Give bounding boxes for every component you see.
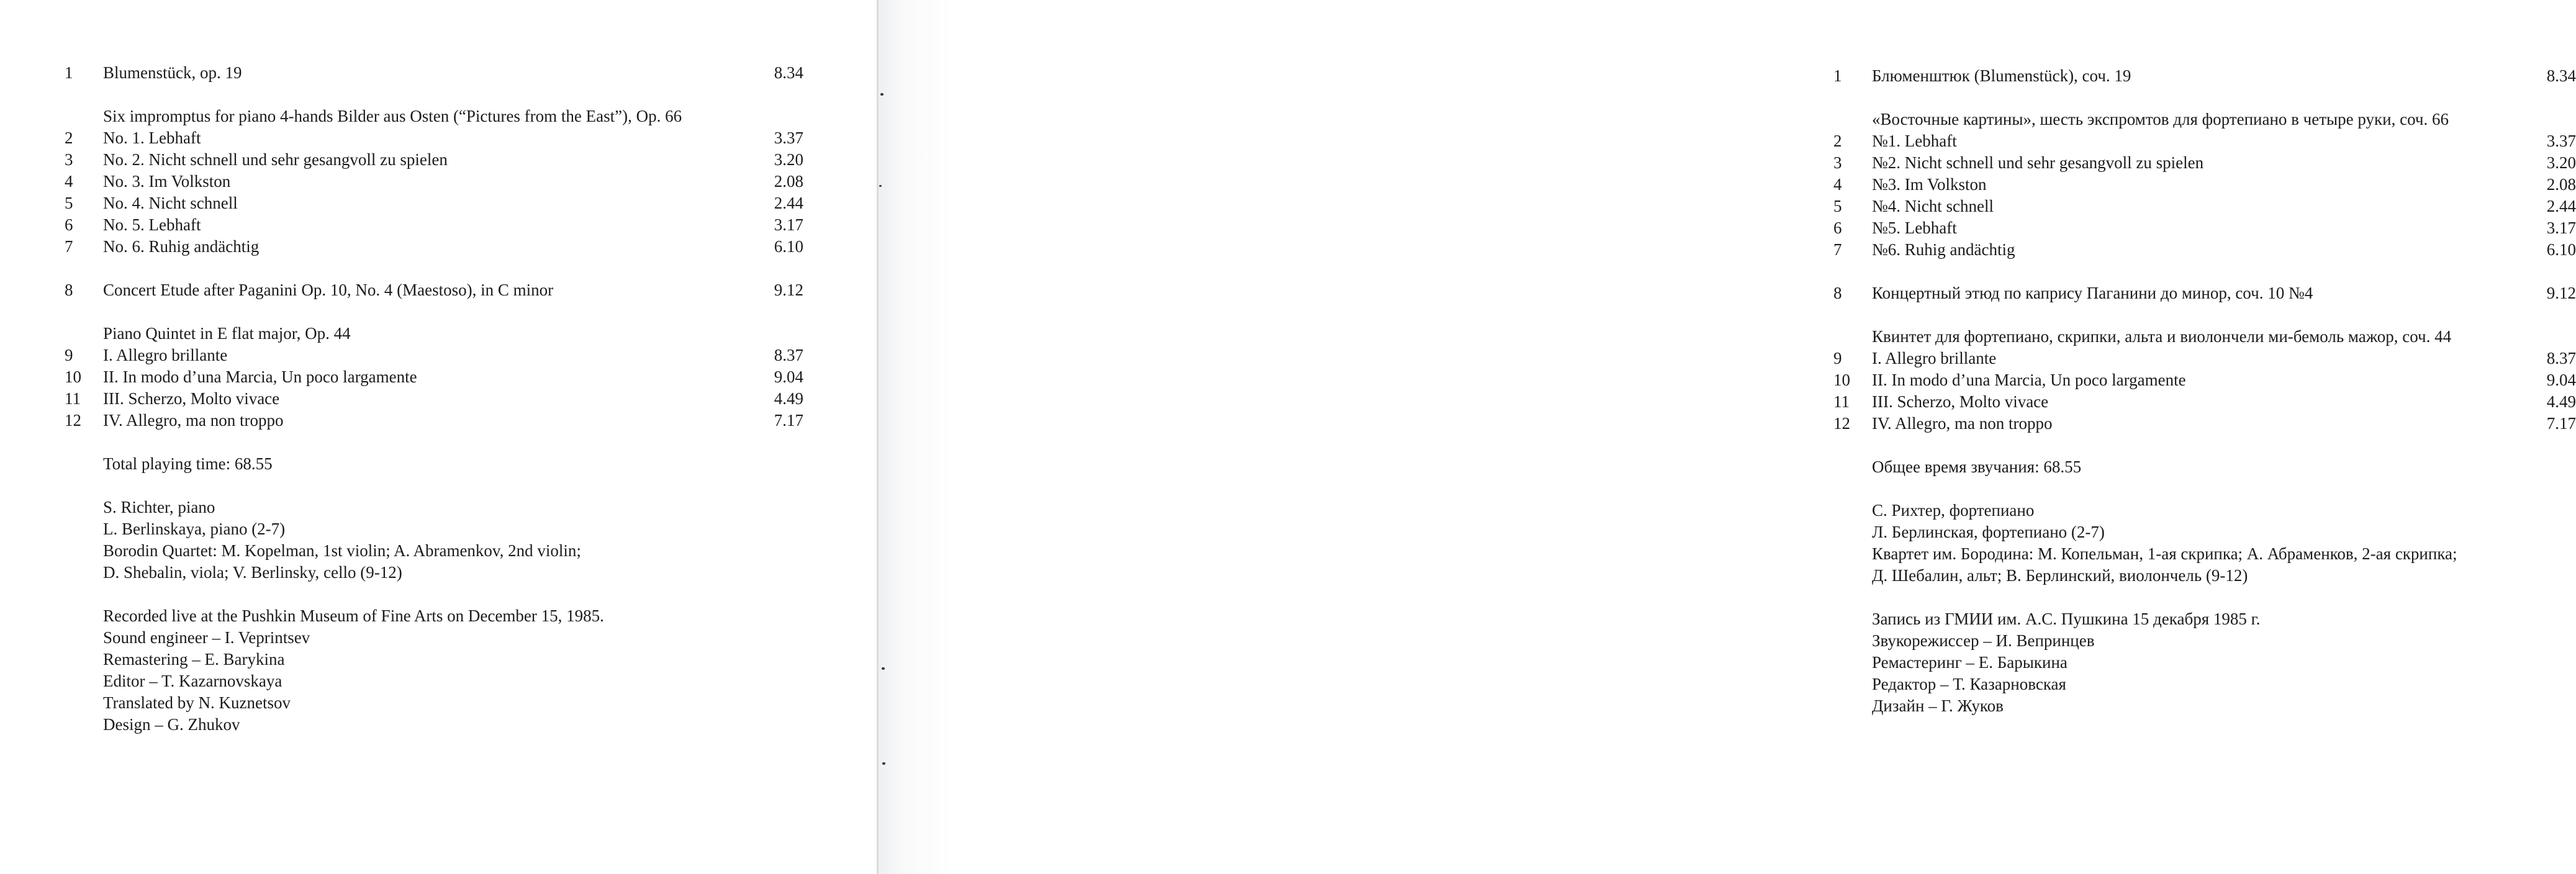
track-number: 4: [65, 172, 73, 191]
page-fold: [877, 0, 879, 874]
track-number: 1: [1833, 66, 1842, 85]
performer-line: Borodin Quartet: M. Kopelman, 1st violin; A. Abramenkov, 2nd violin;: [103, 541, 581, 560]
track-title: III. Scherzo, Molto vivace: [103, 389, 280, 408]
track-title: III. Scherzo, Molto vivace: [1872, 392, 2049, 411]
track-number: 7: [65, 237, 73, 256]
track-title: Концертный этюд по капрису Паганини до минор, соч. 10 №4: [1872, 284, 2313, 302]
track-title: IV. Allegro, ma non troppo: [103, 411, 284, 430]
track-title: II. In modo d’una Marcia, Un poco largamente: [1872, 371, 2186, 389]
track-duration: 7.17: [2546, 414, 2576, 433]
work-heading: Квинтет для фортепиано, скрипки, альта и виолончели ми-бемоль мажор, соч. 44: [1872, 327, 2452, 346]
spacer: [1833, 435, 2576, 456]
track-row: [65, 171, 803, 192]
track-number: 10: [1833, 371, 1850, 389]
track-title: IV. Allegro, ma non troppo: [1872, 414, 2053, 433]
track-duration: 6.10: [774, 237, 803, 256]
track-number: 12: [1833, 414, 1850, 433]
track-duration: 9.12: [2546, 284, 2576, 302]
credit-line: Дизайн – Г. Жуков: [1872, 696, 2004, 715]
work-heading: «Восточные картины», шесть экспромтов для фортепиано в четыре руки, соч. 66: [1872, 110, 2449, 128]
track-duration: 3.20: [2546, 153, 2576, 172]
right-page: [878, 0, 2576, 874]
performer-line: С. Рихтер, фортепиано: [1872, 501, 2035, 520]
credit-line: Design – G. Zhukov: [103, 715, 240, 734]
track-title: Блюменштюк (Blumenstück), соч. 19: [1872, 66, 2131, 85]
track-title: №2. Nicht schnell und sehr gesangvoll zu spielen: [1872, 153, 2204, 172]
track-title: No. 1. Lebhaft: [103, 128, 201, 147]
spacer: [65, 84, 803, 106]
track-row: [1833, 217, 2576, 239]
track-number: 2: [65, 128, 73, 147]
track-row: [1833, 65, 2576, 87]
track-row: [65, 214, 803, 236]
performer-line: Л. Берлинская, фортепиано (2-7): [1872, 523, 2105, 541]
track-duration: 2.44: [774, 194, 803, 212]
track-number: 7: [1833, 240, 1842, 259]
track-row: [1833, 152, 2576, 174]
total-playing-time: Общее время звучания: 68.55: [1872, 457, 2082, 476]
left-tracklist: [65, 62, 803, 736]
track-row: [65, 127, 803, 149]
spacer: [65, 583, 803, 605]
spacer: [65, 301, 803, 323]
track-duration: 2.44: [2546, 197, 2576, 215]
track-duration: 8.34: [2546, 66, 2576, 85]
track-title: Concert Etude after Paganini Op. 10, No. 4 (Maestoso), in C minor: [103, 281, 554, 299]
track-row: [65, 236, 803, 258]
track-number: 5: [1833, 197, 1842, 215]
track-number: 12: [65, 411, 81, 430]
track-row: [65, 410, 803, 431]
dust-speck: [879, 185, 882, 187]
track-duration: 8.37: [2546, 349, 2576, 367]
total-playing-time: Total playing time: 68.55: [103, 454, 273, 473]
track-row: [65, 149, 803, 171]
track-number: 8: [65, 281, 73, 299]
track-row: [1833, 348, 2576, 369]
track-row: [65, 62, 803, 84]
track-row: [65, 279, 803, 301]
credit-line: Remastering – E. Barykina: [103, 650, 285, 669]
track-row: [65, 192, 803, 214]
credit-line: Recorded live at the Pushkin Museum of Fine Arts on December 15, 1985.: [103, 606, 604, 625]
track-title: No. 2. Nicht schnell und sehr gesangvoll zu spielen: [103, 150, 448, 169]
track-row: [65, 345, 803, 366]
track-row: [1833, 282, 2576, 304]
track-number: 10: [65, 367, 81, 386]
track-number: 8: [1833, 284, 1842, 302]
track-duration: 3.20: [774, 150, 803, 169]
track-duration: 8.37: [774, 346, 803, 364]
track-number: 6: [65, 215, 73, 234]
track-row: [1833, 130, 2576, 152]
performer-line: S. Richter, piano: [103, 498, 215, 516]
track-number: 1: [65, 63, 73, 82]
track-row: [1833, 196, 2576, 217]
track-title: No. 5. Lebhaft: [103, 215, 201, 234]
track-row: [1833, 369, 2576, 391]
track-duration: 3.17: [2546, 218, 2576, 237]
performer-line: L. Berlinskaya, piano (2-7): [103, 520, 286, 538]
track-title: №6. Ruhig andächtig: [1872, 240, 2015, 259]
spacer: [65, 475, 803, 497]
performer-line: Д. Шебалин, альт; В. Берлинский, виолончель (9-12): [1872, 566, 2248, 585]
track-number: 9: [65, 346, 73, 364]
track-title: No. 4. Nicht schnell: [103, 194, 238, 212]
track-duration: 8.34: [774, 63, 803, 82]
spacer: [1833, 304, 2576, 326]
track-title: No. 3. Im Volkston: [103, 172, 231, 191]
track-title: №5. Lebhaft: [1872, 218, 1957, 237]
track-duration: 2.08: [774, 172, 803, 191]
credit-line: Editor – T. Kazarnovskaya: [103, 672, 282, 690]
track-row: [65, 388, 803, 410]
track-title: No. 6. Ruhig andächtig: [103, 237, 260, 256]
credit-line: Звукорежиссер – И. Вепринцев: [1872, 631, 2095, 650]
spacer: [65, 431, 803, 453]
right-tracklist: [1833, 65, 2576, 717]
track-title: №3. Im Volkston: [1872, 175, 1987, 194]
track-duration: 3.37: [774, 128, 803, 147]
track-duration: 7.17: [774, 411, 803, 430]
track-row: [1833, 174, 2576, 196]
track-title: I. Allegro brillante: [1872, 349, 1997, 367]
track-row: [1833, 413, 2576, 435]
track-duration: 4.49: [774, 389, 803, 408]
track-duration: 4.49: [2546, 392, 2576, 411]
track-duration: 2.08: [2546, 175, 2576, 194]
left-page: [0, 0, 878, 874]
work-heading: Piano Quintet in E flat major, Op. 44: [103, 324, 351, 343]
spacer: [1833, 587, 2576, 608]
spacer: [1833, 261, 2576, 282]
dust-speck: [882, 667, 885, 670]
track-number: 6: [1833, 218, 1842, 237]
credit-line: Ремастеринг – Е. Барыкина: [1872, 653, 2068, 672]
credit-line: Sound engineer – I. Veprintsev: [103, 628, 310, 647]
spacer: [1833, 478, 2576, 500]
track-number: 4: [1833, 175, 1842, 194]
track-duration: 3.37: [2546, 132, 2576, 150]
performer-line: Квартет им. Бородина: М. Копельман, 1-ая скрипка; А. Абраменков, 2-ая скрипка;: [1872, 544, 2457, 563]
track-number: 5: [65, 194, 73, 212]
track-row: [1833, 391, 2576, 413]
track-number: 3: [1833, 153, 1842, 172]
credit-line: Translated by N. Kuznetsov: [103, 693, 291, 712]
spacer: [1833, 87, 2576, 109]
spacer: [65, 258, 803, 279]
track-duration: 9.04: [774, 367, 803, 386]
track-title: II. In modo d’una Marcia, Un poco largamente: [103, 367, 417, 386]
work-heading: Six impromptus for piano 4-hands Bilder aus Osten (“Pictures from the East”), Op. 66: [103, 107, 682, 125]
track-number: 2: [1833, 132, 1842, 150]
track-title: №1. Lebhaft: [1872, 132, 1957, 150]
track-number: 3: [65, 150, 73, 169]
performer-line: D. Shebalin, viola; V. Berlinsky, cello (9-12): [103, 563, 402, 582]
track-duration: 6.10: [2546, 240, 2576, 259]
dust-speck: [882, 762, 885, 765]
track-title: №4. Nicht schnell: [1872, 197, 1994, 215]
track-title: Blumenstück, op. 19: [103, 63, 242, 82]
track-duration: 9.12: [774, 281, 803, 299]
track-title: I. Allegro brillante: [103, 346, 228, 364]
credit-line: Запись из ГМИИ им. А.С. Пушкина 15 декабря 1985 г.: [1872, 610, 2261, 628]
dust-speck: [880, 93, 884, 96]
track-number: 11: [1833, 392, 1850, 411]
track-duration: 3.17: [774, 215, 803, 234]
track-number: 9: [1833, 349, 1842, 367]
track-duration: 9.04: [2546, 371, 2576, 389]
credit-line: Редактор – Т. Казарновская: [1872, 675, 2066, 693]
track-row: [1833, 239, 2576, 261]
track-row: [65, 366, 803, 388]
track-number: 11: [65, 389, 81, 408]
